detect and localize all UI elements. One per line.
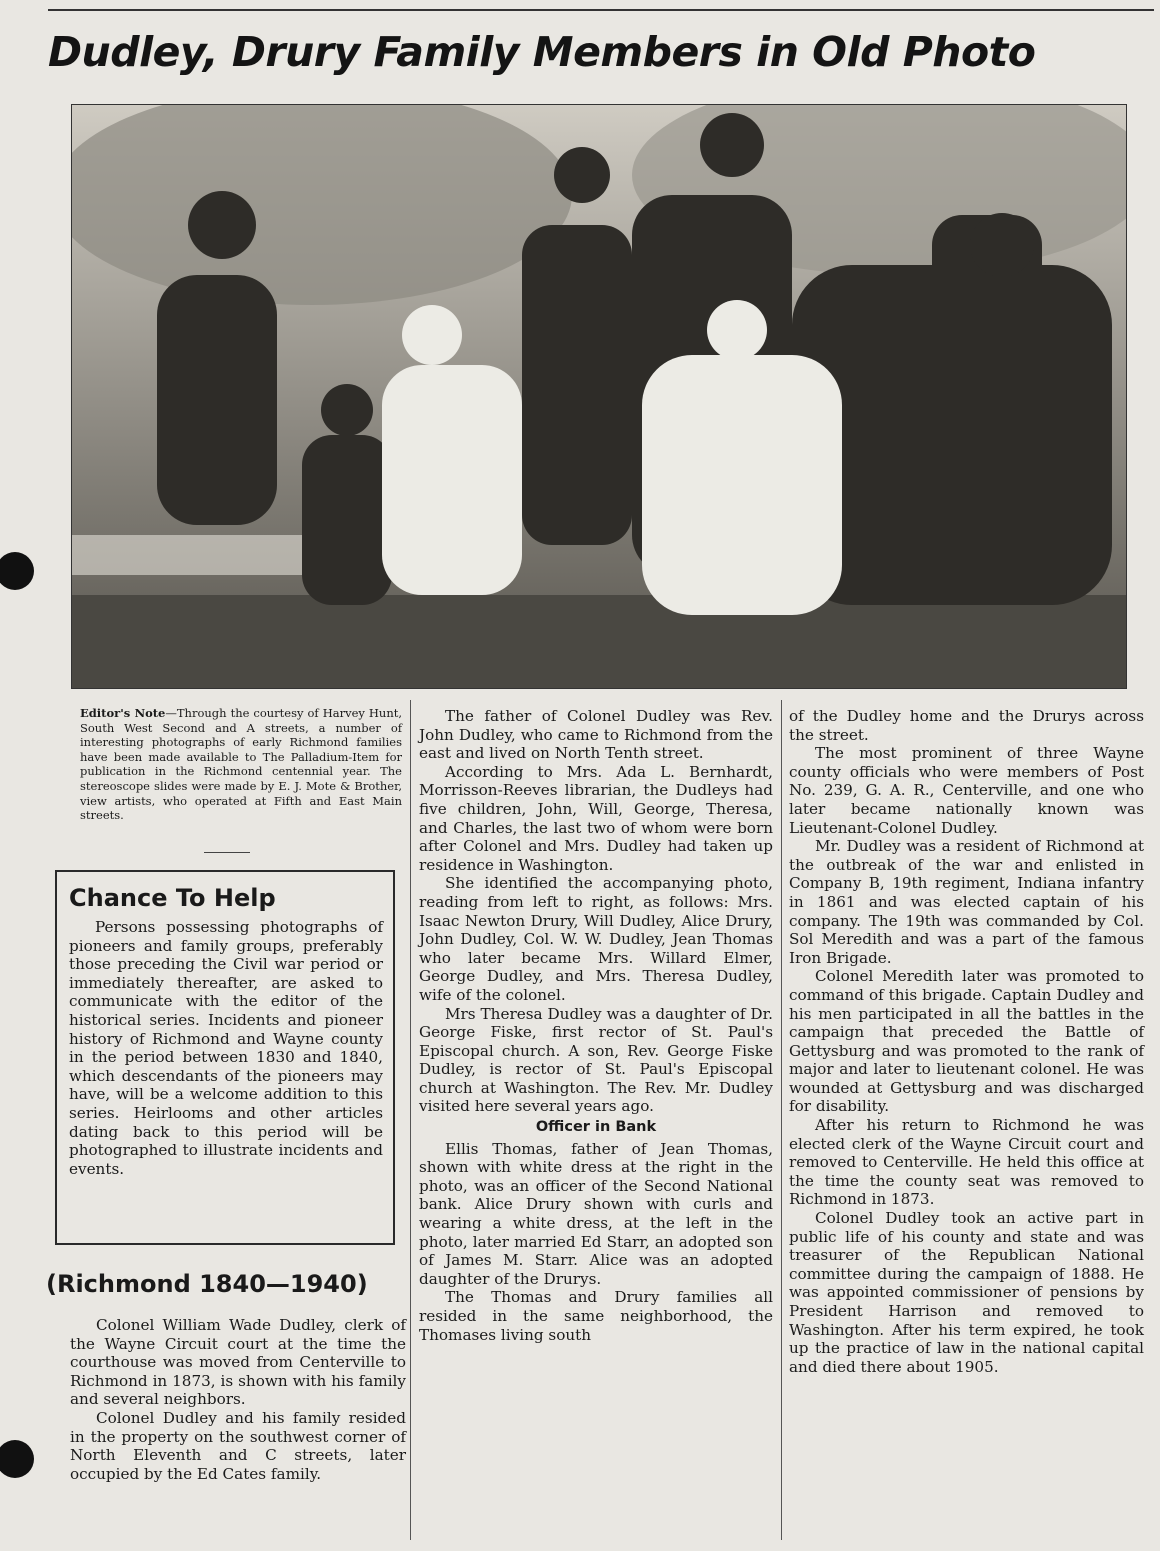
headline: Dudley, Drury Family Members in Old Photo: [48, 28, 1036, 76]
paragraph-continued: of the Dudley home and the Drurys across the street.: [789, 707, 1144, 744]
divider: [204, 852, 250, 853]
editors-note-lead: Editor's Note: [80, 706, 166, 720]
paragraph: Colonel Meredith later was promoted to command of this brigade. Captain Dudley and his men participated in all the battles in the campaign that preceded the Battle of Gettysburg and was promoted to the rank of major and later to lieutenant colonel. He was wounded at Gettysburg and was discharged for disability.: [789, 967, 1144, 1116]
series-head: (Richmond 1840—1940): [46, 1270, 368, 1298]
paragraph: The father of Colonel Dudley was Rev. John Dudley, who came to Richmond from the east and lived on North Tenth street.: [419, 707, 773, 763]
paragraph: Mrs Theresa Dudley was a daughter of Dr. George Fiske, first rector of St. Paul's Episcopal church. A son, Rev. George Fiske Dudley, is rector of St. Paul's Episcopal church at Washington. The Rev. Mr. Dudley visited here several years ago.: [419, 1004, 773, 1116]
photo-illustration: [72, 105, 1126, 688]
column-3: [789, 707, 1144, 1376]
family-group-photo: [71, 104, 1127, 689]
paragraph: She identified the accompanying photo, reading from left to right, as follows: Mrs. Isaac Newton Drury, Will Dudley, Alice Drury, John Dudley, Col. W. W. Dudley, Jean Thomas who later became Mrs. Willard Elmer, George Dudley, and Mrs. Theresa Dudley, wife of the colonel.: [419, 874, 773, 1004]
paragraph: After his return to Richmond he was elected clerk of the Wayne Circuit court and removed to Centerville. He held this office at the time the county seat was removed to Richmond in 1873.: [789, 1116, 1144, 1209]
paragraph: Colonel Dudley and his family resided in the property on the southwest corner of North Eleventh and C streets, later occupied by the Ed Cates family.: [70, 1408, 406, 1483]
column-rule: [781, 700, 782, 1540]
column-2: [419, 707, 773, 1344]
paragraph: Mr. Dudley was a resident of Richmond at the outbreak of the war and enlisted in Company B, 19th regiment, Indiana infantry in 1861 and was elected captain of his company. The 19th was commanded by Col. Sol Meredith and was a part of the famous Iron Brigade.: [789, 837, 1144, 967]
paragraph: Colonel William Wade Dudley, clerk of the Wayne Circuit court at the time the courthouse was moved from Centerville to Richmond in 1873, is shown with his family and several neighbors.: [70, 1316, 406, 1409]
paragraph: According to Mrs. Ada L. Bernhardt, Morrisson-Reeves librarian, the Dudleys had five children, John, Will, George, Theresa, and Charles, the last two of whom were born after Colonel and Mrs. Dudley had taken up residence in Washington.: [419, 762, 773, 874]
box-title: Chance To Help: [69, 884, 276, 912]
section-subhead: Officer in Bank: [535, 1119, 657, 1136]
binder-hole: [0, 552, 34, 590]
editors-note: [80, 706, 402, 823]
column-rule: [410, 700, 411, 1540]
paragraph: Colonel Dudley took an active part in public life of his county and state and was treasurer of the Republican National committee during the campaign of 1888. He was appointed commissioner of pensions by President Harrison and removed to Washington. After his term expired, he took up the practice of law in the national capital and died there about 1905.: [789, 1209, 1144, 1376]
paragraph: The Thomas and Drury families all resided in the same neighborhood, the Thomases living south: [419, 1288, 773, 1344]
editors-note-text: —Through the courtesy of Harvey Hunt, South West Second and A streets, a number of interesting photographs of early Richmond families have been made available to The Palladium-Item for publication in the Richmond centennial year. The stereoscope slides were made by E. J. Mote & Brother, view artists, who operated at Fifth and East Main streets.: [80, 706, 403, 823]
paragraph: The most prominent of three Wayne county officials who were members of Post No. 239, G. A. R., Centerville, and one who later became nationally known was Lieutenant-Colonel Dudley.: [789, 744, 1144, 837]
binder-hole: [0, 1440, 34, 1478]
top-rule: [48, 9, 1154, 11]
chance-to-help-box: [55, 870, 395, 1245]
paragraph: Ellis Thomas, father of Jean Thomas, shown with white dress at the right in the photo, was an officer of the Second National bank. Alice Drury shown with curls and wearing a white dress, at the left in the photo, later married Ed Starr, an adopted son of James M. Starr. Alice was an adopted daughter of the Drurys.: [419, 1139, 773, 1288]
box-body: [69, 918, 383, 1178]
box-paragraph: Persons possessing photographs of pioneers and family groups, preferably those preceding the Civil war period or immediately thereafter, are asked to communicate with the editor of the historical series. Incidents and pioneer history of Richmond and Wayne county in the period between 1830 and 1840, which descendants of the pioneers may have, will be a welcome addition to this series. Heirlooms and other articles dating back to this period will be photographed to illustrate incidents and events.: [69, 918, 383, 1178]
column-1: [70, 1316, 406, 1483]
